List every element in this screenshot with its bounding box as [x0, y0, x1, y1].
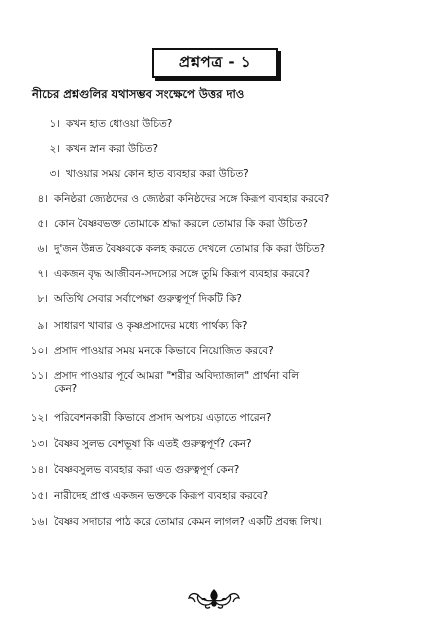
question-16: ১৬। বৈষ্ণব সদাচার পাঠ করে তোমার কেমন লাগল? একটি প্রবন্ধ লিখ।: [30, 516, 322, 528]
question-5: ৫। কোন বৈষ্ণবভক্ত তোমাকে শ্রদ্ধা করলে তোমার কি করা উচিত?: [37, 218, 308, 230]
instruction-text: নীচের প্রশ্নগুলির যথাসম্ভব সংক্ষেপে উত্তর দাও: [32, 87, 245, 101]
question-11: ১১। প্রসাদ পাওয়ার পূর্বে আমরা "শরীর অবিদ্যাজাল" প্রার্থনা বলি কেন?: [26, 370, 299, 396]
question-1: ১। কখন হাত ধোওয়া উচিত?: [49, 118, 173, 130]
question-7: ৭। একজন বৃদ্ধ আজীবন-সদস্যের সঙ্গে তুমি কিরূপ ব্যবহার করবে?: [37, 268, 310, 280]
floral-ornament-icon: [186, 588, 242, 610]
question-10: ১০। প্রসাদ পাওয়ার সময় মনকে কিভাবে নিয়োজিত করবে?: [30, 345, 274, 357]
question-13: ১৩। বৈষ্ণব সুলভ বেশভূষা কি এতই গুরুত্বপূর্ণ? কেন?: [30, 438, 252, 450]
question-12: ১২। পরিবেশনকারী কিভাবে প্রসাদ অপচয় এড়াতে পারেন?: [30, 412, 272, 424]
question-2: ২। কখন স্নান করা উচিত?: [49, 143, 158, 155]
question-9: ৯। সাধারণ খাবার ও কৃষ্ণপ্রসাদের মধ্যে পার্থক্য কি?: [37, 320, 248, 332]
title-text: প্রশ্নপত্র - ১: [178, 52, 252, 71]
question-4: ৪। কনিষ্ঠরা জ্যেষ্ঠদের ও জ্যেষ্ঠরা কনিষ্ঠদের সঙ্গে কিরূপ ব্যবহার করবে?: [37, 193, 330, 205]
question-8: ৮। অতিথি সেবার সর্বাপেক্ষা গুরুত্বপূর্ণ দিকটি কি?: [37, 293, 242, 305]
question-6: ৬। দু'জন উন্নত বৈষ্ণবকে কলহ করতে দেখলে তোমার কি করা উচিত?: [37, 243, 326, 255]
question-11-continuation: কেন?: [54, 383, 78, 395]
question-15: ১৫। নারীদেহ প্রাপ্ত একজন ভক্তকে কিরূপ ব্যবহার করবে?: [30, 490, 269, 502]
question-3: ৩। খাওয়ার সময় কোন হাত ব্যবহার করা উচিত?: [49, 168, 249, 180]
question-14: ১৪। বৈষ্ণবসুলভ ব্যবহার করা এত গুরুত্বপূর্ণ কেন?: [30, 464, 240, 476]
